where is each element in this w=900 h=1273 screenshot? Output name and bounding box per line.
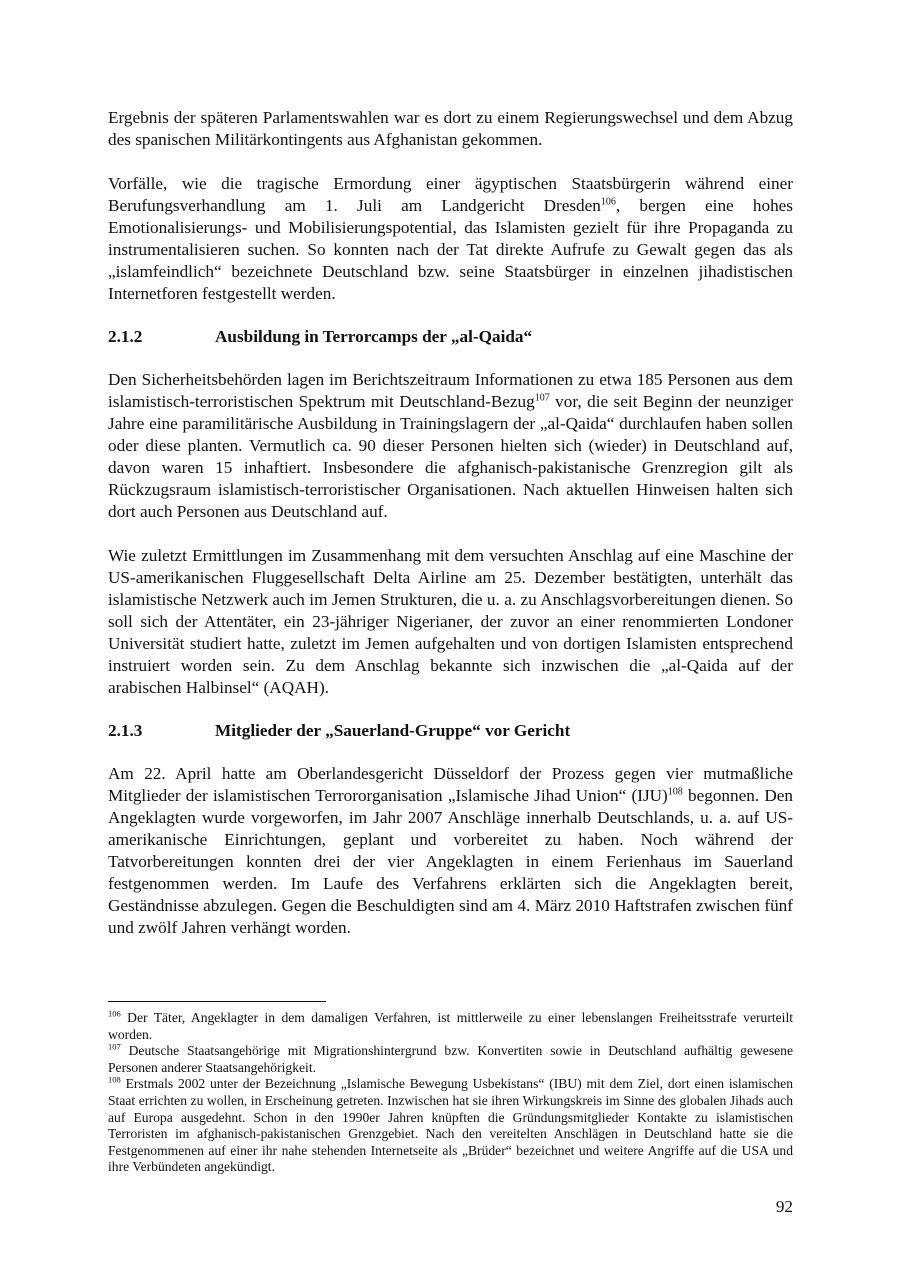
paragraph-terror-camps (108, 369, 793, 523)
page-body (108, 107, 793, 939)
section-number: 2.1.3 (108, 721, 143, 740)
footnote-106 (108, 1010, 793, 1043)
footnote-number: 106 (108, 1008, 121, 1019)
paragraph-text: Vorfälle, wie die tragische Ermordung einer ägyptischen Staatsbürgerin während einer Berufungsverhandlung am 1. Juli am Landgericht Dresden (108, 174, 793, 215)
footnote-107 (108, 1043, 793, 1076)
paragraph-text: Am 22. April hatte am Oberlandesgericht Düsseldorf der Prozess gegen vier mutmaßliche Mitglieder der islamistischen Terrororganisation „Islamische Jihad Union“ (IJU) (108, 764, 793, 805)
page-number: 92 (775, 1197, 793, 1216)
paragraph-text: begonnen. Den Angeklagten wurde vorgeworfen, im Jahr 2007 Anschläge innerhalb Deutschlands, u. a. auf US-amerikanische Einrichtungen, geplant und vorbereitet zu haben. Noch während der Tatvorbereitungen konnten drei der vier Angeklagten in einem Ferienhaus im Sauerland festgenommen werden. Im Laufe des Verfahrens erklärten sich die Angeklagten bereit, Geständnisse abzulegen. Gegen die Beschuldigten sind am 4. März 2010 Haftstrafen zwischen fünf und zwölf Jahren verhängt worden. (108, 786, 793, 937)
section-heading-2-1-3 (108, 720, 793, 742)
section-heading-2-1-2 (108, 326, 793, 348)
footnote-ref-107[interactable]: 107 (534, 392, 550, 404)
footnote-text: Der Täter, Angeklagter in dem damaligen Verfahren, ist mittlerweile zu einer lebenslangen Freiheitsstrafe verurteilt worden. (108, 1010, 793, 1042)
footnote-ref-106[interactable]: 106 (600, 196, 616, 208)
footnotes (108, 1001, 793, 1176)
footnote-text: Erstmals 2002 unter der Bezeichnung „Islamische Bewegung Usbekistans“ (IBU) mit dem Ziel, dort einen islamischen Staat errichten zu wollen, in Erscheinung getreten. Inzwischen hat sie ihren Wirkungskreis im Sinne des globalen Jihads auch auf Europa ausgedehnt. Schon in den 1990er Jahren knüpften die Gründungsmitglieder Kontakte zu islamistischen Terroristen im afghanisch-pakistanischen Grenzgebiet. Nach den vereitelten Anschlägen in Deutschland hatte sie die Festgenommenen auf einer ihr nahe stehenden Internetseite als „Brüder“ bezeichnet und weitere Angriffe auf die USA und ihre Verbündeten angekündigt. (108, 1076, 793, 1175)
paragraph-dresden-incident (108, 173, 793, 305)
section-title: Ausbildung in Terrorcamps der „al-Qaida“ (215, 327, 533, 346)
footnote-108 (108, 1076, 793, 1176)
paragraph-text: vor, die seit Beginn der neunziger Jahre eine paramilitärische Ausbildung in Trainingslagern der „al-Qaida“ durchlaufen haben sollen oder diese planten. Vermutlich ca. 90 dieser Personen hielten sich (wieder) in Deutschland auf, davon waren 15 inhaftiert. Insbesondere die afghanisch-pakistanische Grenzregion gilt als Rückzugsraum islamistisch-terroristischer Organisationen. Nach aktuellen Hinweisen halten sich dort auch Personen aus Deutschland auf. (108, 392, 793, 521)
section-title: Mitglieder der „Sauerland-Gruppe“ vor Gericht (215, 721, 571, 740)
paragraph-text: Den Sicherheitsbehörden lagen im Berichtszeitraum Informationen zu etwa 185 Personen aus dem islamistisch-terroristischen Spektrum mit Deutschland-Bezug (108, 370, 793, 411)
paragraph-sauerland-trial (108, 763, 793, 939)
paragraph-spain-elections: Ergebnis der späteren Parlamentswahlen war es dort zu einem Regierungswechsel und dem Abzug des spanischen Militärkontingents aus Afghanistan gekommen. (108, 108, 793, 149)
paragraph-yemen-network: Wie zuletzt Ermittlungen im Zusammenhang mit dem versuchten Anschlag auf eine Maschine der US-amerikanischen Fluggesellschaft Delta Airline am 25. Dezember bestätigten, unterhält das islamistische Netzwerk auch im Jemen Strukturen, die u. a. zu Anschlagsvorbereitungen dienen. So soll sich der Attentäter, ein 23-jähriger Nigerianer, der zuvor an einer renommierten Londoner Universität studiert hatte, zuletzt im Jemen aufgehalten und von dortigen Islamisten entsprechend instruiert worden sein. Zu dem Anschlag bekannte sich inzwischen die „al-Qaida auf der arabischen Halbinsel“ (AQAH). (108, 546, 793, 697)
footnote-text: Deutsche Staatsangehörige mit Migrationshintergrund bzw. Konvertiten sowie in Deutschland aufhältig gewesene Personen anderer Staatsangehörigkeit. (108, 1043, 793, 1075)
footnote-separator (108, 1001, 326, 1002)
section-number: 2.1.2 (108, 327, 143, 346)
footnote-number: 108 (108, 1074, 121, 1085)
footnote-ref-108[interactable]: 108 (667, 786, 683, 798)
paragraph-text: , bergen eine hohes Emotionalisierungs- und Mobilisierungspotential, das Islamisten gezielt für ihre Propaganda zu instrumentalisieren suchen. So konnten nach der Tat direkte Aufrufe zu Gewalt gegen das als „islamfeindlich“ bezeichnete Deutschland bzw. seine Staatsbürger in einzelnen jihadistischen Internetforen festgestellt werden. (108, 196, 793, 303)
footnote-number: 107 (108, 1041, 121, 1052)
